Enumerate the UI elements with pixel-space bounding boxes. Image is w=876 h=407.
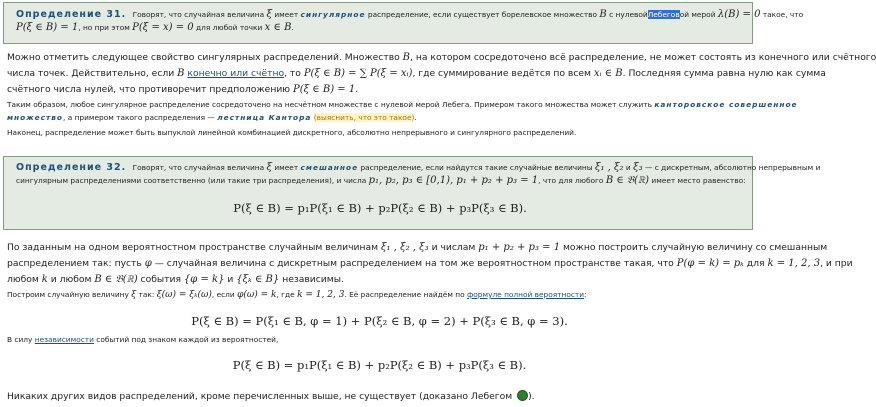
para1-line-1 [7, 50, 876, 66]
text: Таким образом, любое сингулярное распределение сосредоточено на несчётном множестве с нулевой мерой Лебега. Примером такого множества может служить [7, 100, 653, 109]
text: — с дискретным, абсолютно непрерывным и [644, 163, 821, 172]
def31-text: , но при этом [78, 23, 130, 32]
para4-line-2 [7, 256, 853, 272]
math-prob: P(ξ ∈ B) = 1 [16, 22, 79, 33]
def31-text: с нулевой [609, 10, 648, 19]
paragraph-mixture [7, 126, 752, 139]
text: распределение, если найдутся такие случайные величины [360, 163, 593, 172]
math-xi12: ξ₁ , ξ₂ [594, 162, 624, 173]
punctuation: ). [528, 391, 535, 402]
term-cantor-set: канторовское совершенное [654, 100, 798, 109]
text: , что для любого [538, 176, 604, 185]
formula-mixture: P(ξ ∈ B) = p₁P(ξ₁ ∈ B) + p₂P(ξ₂ ∈ B) + p₃P(ξ₃ ∈ B). [232, 358, 527, 372]
para2-line-1 [7, 98, 798, 111]
text: так: [138, 290, 155, 299]
para4-line-3 [7, 272, 752, 288]
math-B: B [599, 9, 607, 20]
link-total-probability[interactable]: формуле полной вероятности [466, 290, 585, 299]
text: счётного числа нулей, что противоречит предположению [7, 84, 291, 95]
math-k: k = 1, 2, 3 [297, 290, 345, 300]
text: , и при [820, 258, 853, 269]
text: Построим случайную величину [7, 290, 129, 299]
text: , если [211, 290, 235, 299]
text: числа точек. Действительно, если [7, 68, 175, 79]
smiley-icon [517, 390, 528, 401]
punctuation: : [584, 290, 587, 299]
def31-line-1 [16, 8, 804, 21]
punctuation: . [355, 84, 359, 95]
math-phi-omega: φ(ω) = k [237, 290, 277, 300]
text: для [746, 258, 765, 269]
def31-text: распределение, если существует борелевское множество [367, 10, 598, 19]
para7-line-1 [7, 389, 752, 405]
definition-32-box [3, 156, 821, 230]
math-phi: φ [144, 258, 152, 269]
link-finite-or-countable[interactable]: конечно или счётно [187, 68, 285, 79]
punctuation: . [414, 113, 417, 122]
para5-line-1 [7, 288, 752, 302]
para1-line-2 [7, 66, 826, 82]
paragraph-construction [7, 240, 853, 288]
def31-text: для любой точки [196, 23, 263, 32]
text: , а примером такого распределения — [63, 113, 215, 122]
def32-title: Определение 32. [16, 162, 127, 173]
def31-text: ой мерой [679, 10, 716, 19]
def31-text: такое, что [762, 10, 804, 19]
text: Никаких других видов распределений, кроме перечисленных выше, не существует (доказано Лебегом [7, 391, 513, 402]
math-B: B [177, 68, 185, 79]
math-event-xi: {ξₖ ∈ B} [236, 274, 280, 285]
math-B: B [402, 52, 411, 63]
math-xi: ξ [266, 162, 273, 173]
term-cantor-ladder: лестница Кантора [217, 113, 312, 122]
paragraph-lebesgue [7, 389, 752, 405]
math-prob: P(ξ = x) = 0 [132, 22, 194, 33]
math-sum: P(ξ ∈ B) = ∑ P(ξ = xᵢ) [303, 68, 413, 79]
text: , где суммирование ведётся по всем [412, 68, 591, 79]
text: . Последняя сумма равна нулю как сумма [622, 68, 826, 79]
text: и любом [50, 274, 92, 285]
paragraph-cantor [7, 98, 798, 124]
math-p-sum: p₁ + p₂ + p₃ = 1 [478, 242, 561, 253]
formula-total-probability: P(ξ ∈ B) = P(ξ₁ ∈ B, φ = 1) + P(ξ₂ ∈ B, φ = 2) + P(ξ₃ ∈ B, φ = 3). [191, 314, 568, 328]
math-k: k [41, 274, 48, 285]
para2-line-2 [7, 111, 752, 124]
math-p-values: p₁, p₂, p₃ ∈ [0,1), p₁ + p₂ + p₃ = 1 [368, 175, 539, 186]
term-singular: сингулярное [300, 10, 366, 19]
link-independence[interactable]: независимости [34, 335, 94, 344]
text: , то [284, 68, 301, 79]
math-xi: ξ [131, 290, 137, 300]
math-x-in-B: x ∈ B [264, 22, 292, 33]
punctuation: . [291, 23, 294, 32]
text: По заданным на одном вероятностном пространстве случайным величинам [7, 242, 379, 253]
def31-title: Определение 31. [16, 9, 127, 20]
para3-text: Наконец, распределение может быть выпуклой линейной комбинацией дискретного, абсолютно непрерывного и сингулярного распределений. [7, 128, 577, 137]
text: . Её распределение найдём по [344, 290, 465, 299]
paragraph-independence [7, 333, 752, 372]
math-lambda: λ(B) = 0 [717, 9, 761, 20]
definition-31-box [3, 2, 804, 44]
para4-line-1 [7, 240, 828, 256]
text: можно построить случайную величину со смешанным [563, 242, 828, 253]
math-xi-in-B: xᵢ ∈ B [593, 68, 623, 79]
def31-text: имеет [274, 10, 299, 19]
text: событий под знаком каждой из вероятностей, [96, 335, 279, 344]
text: распределением так: пусть [7, 258, 142, 269]
text: , на котором сосредоточено всё распределение, не может состоять из конечного или счётного [410, 52, 876, 63]
def32-line-1 [16, 161, 821, 174]
def32-formula: P(ξ ∈ B) = p₁P(ξ₁ ∈ B) + p₂P(ξ₂ ∈ B) + p₃P(ξ₃ ∈ B). [233, 201, 527, 215]
text: имеет [274, 163, 299, 172]
paragraph-total-probability [7, 288, 752, 328]
text: Говорят, что случайная величина [132, 163, 265, 172]
math-p-phi: P(φ = k) = pₖ [676, 258, 744, 269]
text: , где [276, 290, 295, 299]
def32-line-2 [16, 174, 744, 187]
math-borel: B ∈ 𝔅(ℝ) [605, 175, 650, 186]
text: и [227, 274, 234, 285]
text: и [625, 163, 631, 172]
selected-text[interactable] [648, 10, 680, 19]
math-xi3: ξ₃ [633, 162, 643, 173]
para6-line-1 [7, 333, 752, 346]
text: любом [7, 274, 39, 285]
math-event-phi: {φ = k} [183, 274, 225, 285]
def31-line-2 [16, 21, 744, 34]
math-xi: ξ [266, 9, 273, 20]
term-cantor-set: множество [7, 113, 64, 122]
text: имеет место равенство: [651, 176, 746, 185]
text: сингулярным распределениями соответственно (или такие три распределения), и числа [16, 176, 367, 185]
text: независимы. [282, 274, 344, 285]
para1-line-3 [7, 82, 752, 98]
math-xi-omega: ξ(ω) = ξₖ(ω) [156, 290, 212, 300]
text: — случайная величина с дискретным распределением на том же вероятностном пространстве такая, что [154, 258, 674, 269]
note-highlight: (выяснить, что это такое) [313, 113, 415, 122]
text: Можно отметить следующее свойство сингулярных распределений. Множество [7, 52, 400, 63]
term-mixed: смешанное [300, 163, 359, 172]
math-borel: B ∈ 𝔅(ℝ) [94, 274, 138, 285]
math-prob: P(ξ ∈ B) = 1 [292, 84, 356, 95]
paragraph-singular-property [7, 50, 876, 98]
math-xis: ξ₁ , ξ₂ , ξ₃ [381, 242, 429, 253]
def31-text: Говорят, что случайная величина [132, 10, 265, 19]
text: В силу [7, 335, 33, 344]
text: и числам [431, 242, 476, 253]
selected-text-highlight: Лебегов [647, 10, 680, 19]
math-k: k = 1, 2, 3 [767, 258, 821, 269]
text: события [140, 274, 181, 285]
